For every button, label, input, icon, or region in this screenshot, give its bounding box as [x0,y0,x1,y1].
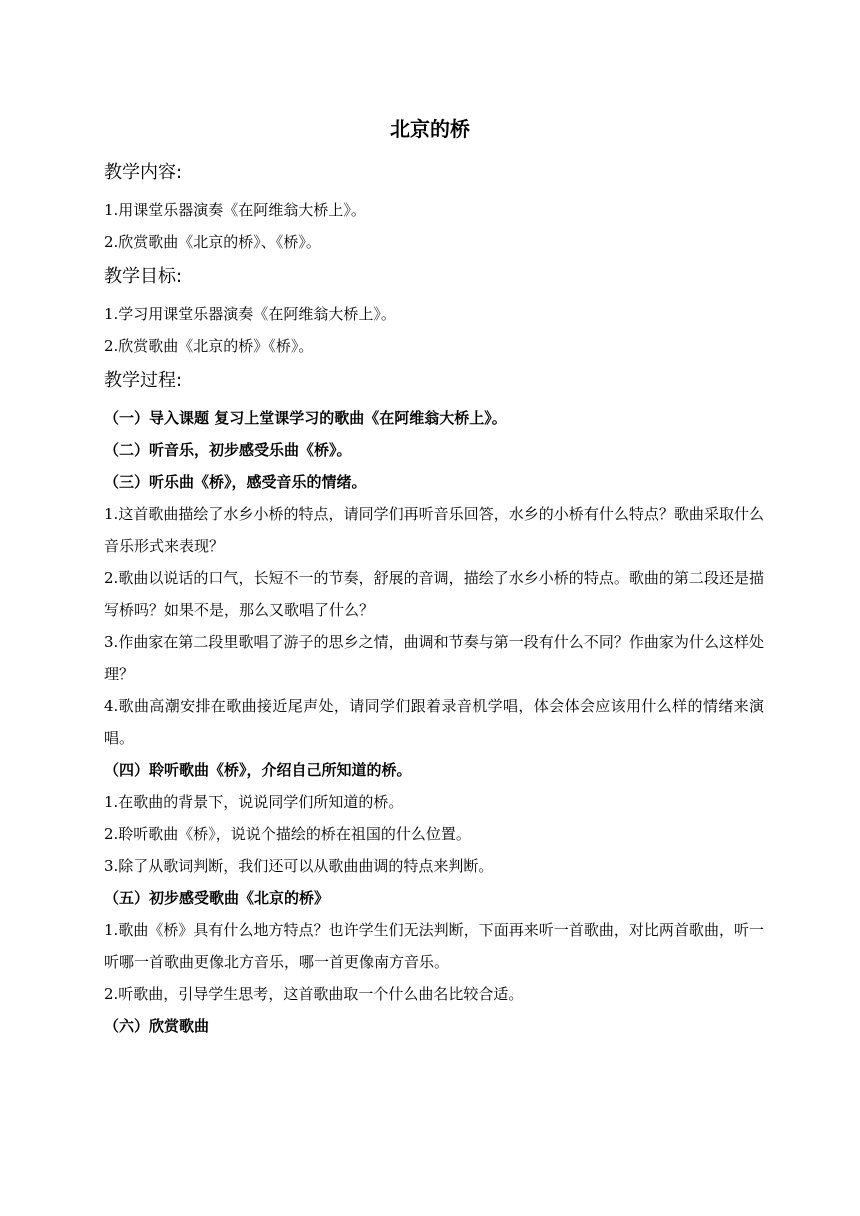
content-item: 2.欣赏歌曲《北京的桥》、《桥》。 [104,233,321,251]
goal-item: 2.欣赏歌曲《北京的桥》《桥》。 [104,337,314,355]
content-item: 1.用课堂乐器演奏《在阿维翁大桥上》。 [104,201,366,219]
process-paragraph: 3.作曲家在第二段里歌唱了游子的思乡之情，曲调和节奏与第一段有什么不同？作曲家为什么这样处理？ [104,633,764,683]
section-heading-goals: 教学目标: [104,266,183,287]
process-paragraph: 2.歌曲以说话的口气，长短不一的节奏，舒展的音调，描绘了水乡小桥的特点。歌曲的第二段还是描写桥吗？如果不是，那么又歌唱了什么？ [104,569,764,619]
process-paragraph: 1.这首歌曲描绘了水乡小桥的特点，请同学们再听音乐回答，水乡的小桥有什么特点？歌曲采取什么音乐形式来表现？ [104,505,764,555]
document-body [104,158,764,1042]
process-paragraph: 2.聆听歌曲《桥》，说说个描绘的桥在祖国的什么位置。 [104,825,471,843]
process-step-heading: （六）欣赏歌曲 [104,1017,210,1035]
document-title: 北京的桥 [390,117,470,141]
goal-item: 1.学习用课堂乐器演奏《在阿维翁大桥上》。 [104,305,396,323]
process-paragraph: 2.听歌曲，引导学生思考，这首歌曲取一个什么曲名比较合适。 [104,985,524,1003]
process-paragraph: 1.歌曲《桥》具有什么地方特点？也许学生们无法判断，下面再来听一首歌曲，对比两首歌曲，听一听哪一首歌曲更像北方音乐，哪一首更像南方音乐。 [104,921,764,971]
process-paragraph: 3.除了从歌词判断，我们还可以从歌曲曲调的特点来判断。 [104,857,494,875]
section-heading-content: 教学内容: [104,162,183,183]
process-step-heading: （二）听音乐，初步感受乐曲《桥》。 [104,441,352,459]
process-paragraph: 4.歌曲高潮安排在歌曲接近尾声处，请同学们跟着录音机学唱，体会体会应该用什么样的情绪来演唱。 [104,697,764,747]
process-step-heading: （一）导入课题 复习上堂课学习的歌曲《在阿维翁大桥上》。 [104,409,507,427]
process-step-heading: （五）初步感受歌曲《北京的桥》 [104,889,330,907]
process-step-heading: （三）听乐曲《桥》，感受音乐的情绪。 [104,473,367,491]
process-step-heading: （四）聆听歌曲《桥》，介绍自己所知道的桥。 [104,761,412,779]
process-paragraph: 1.在歌曲的背景下，说说同学们所知道的桥。 [104,793,404,811]
section-heading-process: 教学过程: [104,370,183,391]
